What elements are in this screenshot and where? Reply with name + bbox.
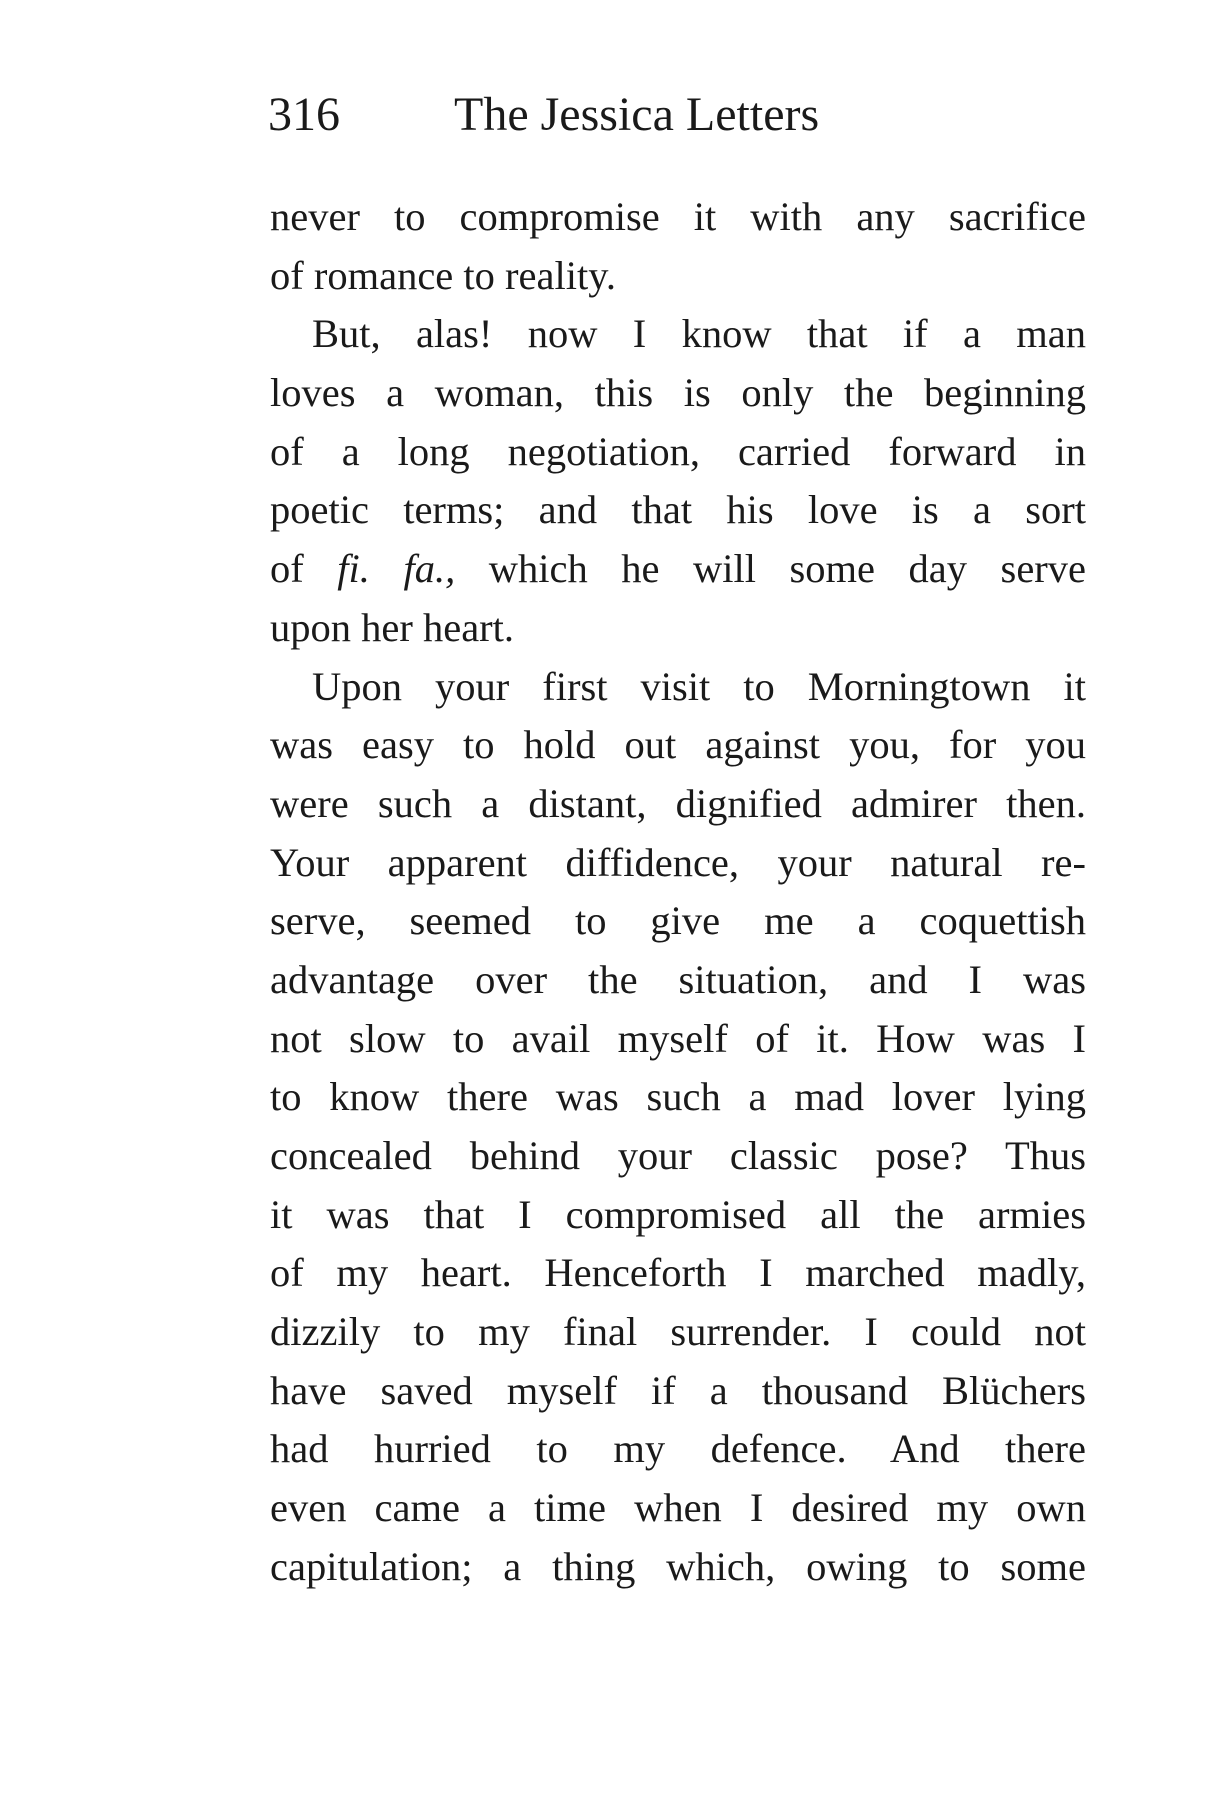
text-line: to know there was such a mad lover lying bbox=[270, 1074, 1086, 1120]
text-line: Your apparent diffidence, your natural re- bbox=[270, 839, 1086, 885]
text-line: of a long negotiation, carried forward in bbox=[270, 428, 1086, 474]
text-line: But, alas! now I know that if a man bbox=[312, 311, 1086, 357]
text-line: Upon your first visit to Morningtown it bbox=[312, 663, 1086, 709]
text-line: had hurried to my defence. And there bbox=[270, 1426, 1086, 1472]
text-line: poetic terms; and that his love is a sort bbox=[270, 487, 1086, 533]
page-number: 316 bbox=[268, 88, 340, 141]
running-title: The Jessica Letters bbox=[454, 88, 820, 141]
text-line: of my heart. Henceforth I marched madly, bbox=[270, 1250, 1086, 1296]
text-line: of romance to reality. bbox=[270, 252, 616, 298]
text-line: even came a time when I desired my own bbox=[270, 1485, 1086, 1531]
text-fragment: which he will some day serve bbox=[488, 546, 1087, 592]
text-line: have saved myself if a thousand Blüchers bbox=[270, 1367, 1086, 1413]
text-line: was easy to hold out against you, for you bbox=[270, 722, 1086, 768]
text-line bbox=[270, 540, 1086, 599]
text-line: serve, seemed to give me a coquettish bbox=[270, 898, 1086, 944]
text-fragment: of bbox=[270, 546, 304, 592]
text-line: concealed behind your classic pose? Thus bbox=[270, 1133, 1086, 1178]
text-line: were such a distant, dignified admirer then. bbox=[270, 780, 1086, 826]
text-line: not slow to avail myself of it. How was I bbox=[270, 1015, 1086, 1061]
text-line: upon her heart. bbox=[270, 604, 515, 650]
italic-abbreviation: fi. fa., bbox=[337, 546, 456, 592]
body-text bbox=[270, 188, 1086, 1597]
text-line: advantage over the situation, and I was bbox=[270, 956, 1086, 1002]
text-line: capitulation; a thing which, owing to some bbox=[270, 1543, 1086, 1589]
text-line: never to compromise it with any sacrifice bbox=[270, 194, 1086, 239]
text-line: it was that I compromised all the armies bbox=[270, 1191, 1086, 1237]
page-header bbox=[268, 80, 1088, 150]
text-line: loves a woman, this is only the beginning bbox=[270, 370, 1086, 416]
text-line: dizzily to my final surrender. I could not bbox=[270, 1309, 1086, 1355]
